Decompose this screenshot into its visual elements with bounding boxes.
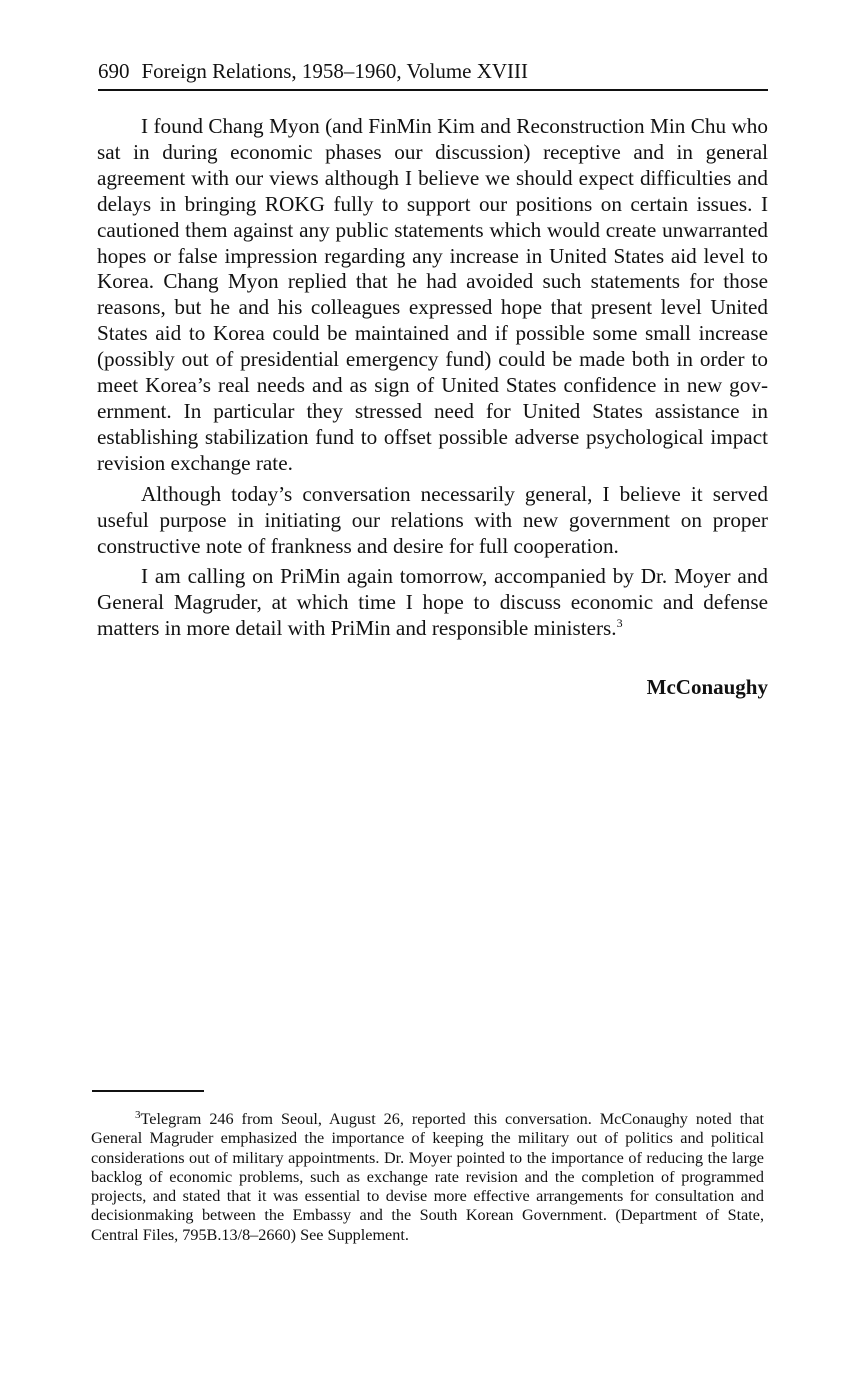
- footnote-reference: 3: [616, 616, 623, 631]
- footnote: [91, 1110, 764, 1245]
- footnote-rule: [92, 1090, 204, 1092]
- paragraph-1: I found Chang Myon (and FinMin Kim and Reconstruction Min Chu who sat in during economic phases our discussion) receptive and in general agreement with our views although I believe we should expect difficulties and delays in bringing ROKG fully to support our positions on certain issues. I cautioned them against any public statements which would create unwarranted hopes or false impression regarding any increase in United States aid level to Korea. Chang Myon replied that he had avoided such statements for those reasons, but he and his colleagues expressed hope that present level United States aid to Korea could be maintained and if possible some small increase (possibly out of presidential emergency fund) could be made both in order to meet Korea’s real needs and as sign of United States confidence in new government. In particular they stressed need for United States assistance in establishing stabilization fund to offset possible adverse psychological impact revision exchange rate.: [97, 114, 768, 475]
- paragraph-2: Although today’s conversation necessarily general, I believe it served useful purpose in initiating our relations with new government on proper constructive note of frankness and desire for full cooperation.: [97, 481, 768, 558]
- footnote-marker: 3: [135, 1109, 141, 1121]
- paragraph-3-text: I am calling on PriMin again tomorrow, accompanied by Dr. Moyer and General Magruder, at which time I hope to discuss economic and defense matters in more detail with PriMin and responsible ministers.: [97, 564, 768, 641]
- signature: McConaughy: [646, 675, 768, 699]
- page-number: 690: [98, 59, 130, 83]
- running-header: [98, 58, 768, 84]
- main-text: [97, 114, 768, 647]
- header-rule: [98, 89, 768, 91]
- footnote-text: Telegram 246 from Seoul, August 26, reported this conversation. McConaughy noted that General Magruder emphasized the importance of keeping the military out of politics and political considerations out of military appointments. Dr. Moyer pointed to the importance of reducing the large backlog of economic problems, such as exchange rate revision and the completion of programmed projects, and stated that it was essential to devise more effective arrangements for consultation and decisionmaking between the Embassy and the South Korean Government. (Department of State, Central Files, 795B.13/8–2660) See Supplement.: [91, 1110, 764, 1244]
- running-title: Foreign Relations, 1958–1960, Volume XVIII: [141, 59, 529, 83]
- paragraph-3: [97, 564, 768, 642]
